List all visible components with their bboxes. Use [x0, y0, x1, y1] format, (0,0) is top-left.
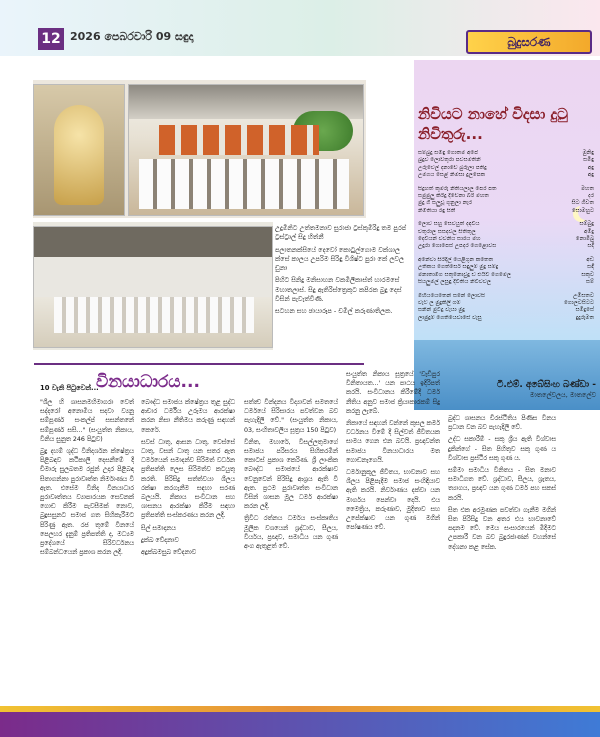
- poem-line-text: උමගය සෙළ් නිමසා දුලපෙක: [418, 172, 486, 179]
- article-column-2: [141, 398, 235, 704]
- poem-line-end: සමිදුසේ: [575, 307, 594, 314]
- devotees-row: [54, 297, 254, 333]
- article-paragraph: විනිත, මහාරේ, විසල්ලතුමාගේ සමාජය පරිසරය සිහිකරමින් කොටස් ප්‍රකාශ කෙරිණ. ශ්‍රී ලාංකික බෞද්ධ සමාජයේ ආරක්ෂාව වෙනුවෙන් පිරිසිදු ආශ්‍රය ඇති වී ඇත. ප්‍රථම පුරාවෘත්ත සංවිධාන විසින් ශාසන මූල ධර්ම ආරක්ෂා කරන ලදී.: [244, 438, 338, 511]
- poem-stanza: [418, 221, 594, 251]
- poem-line-end: සඳි: [587, 264, 594, 271]
- poem-line: [418, 315, 594, 322]
- poem-line-text: සිදුහත් කුමරු නිතියලාල පෙර පත: [418, 185, 497, 192]
- poem-line: [418, 150, 594, 157]
- poem-line: [418, 186, 594, 193]
- caption-paragraph: පලාතනක්සියේ දෙවෝ කොටුල්ගොම වක්ශාල ක්සේ කාලය උපරිම සිරිඳු විශිෂ්ට පුරා කේ ලවල ඩුනා: [275, 245, 404, 273]
- article-paragraph: නිකායේ සඳහන් වන්නේ කුසල කර්ම වර්ධනය වීමේ දී සිල්වත් ජීවිතයක සාමය ගෙන එන බවයි. ප්‍රඥාවන්ත සමාජය විනයාධාරය මත ගොඩනැගෙයි.: [346, 420, 440, 464]
- poem-line: [418, 236, 594, 243]
- poem-line: [418, 165, 594, 172]
- poet-place: මාතලේවලය, මාතලේව: [529, 391, 596, 399]
- article-paragraph: සත්ත්‍ව වින්දනය විද්‍යාවන් සමතයේ ධර්මයේ සිරිසාරය පවත්වන බව පැහැදිලි වේ." (සංයුත්ත නිකාය, 03, සංහිතාවලිය සූත්‍රය 150 පිටුව): [244, 399, 338, 434]
- poem-line-text: මනාතාමිග සතුනොවුදු ඩ එයිවී ගෙමෙල: [418, 271, 512, 278]
- poem-line-text: මිහියයෙතෙන් සනේ ලොවසි: [418, 292, 486, 299]
- article-column-5: [448, 414, 556, 704]
- poem-line-text: දෙවියන් වවනිය සාරය මහ: [418, 236, 481, 243]
- poem-line-text: ලාමුදුම් ගෙතියෙවාසේ වැසු: [418, 314, 482, 321]
- poem-line: [418, 193, 594, 200]
- poem-line-end: අඩ: [586, 256, 594, 263]
- poem-line-end: නොමිබු: [575, 236, 594, 243]
- poem-line-text: සියලුමල් ලසුඳු දිවිතිය නිවිවවල: [418, 279, 492, 286]
- poem-line: [418, 293, 594, 300]
- article-column-4: [346, 370, 440, 704]
- section-divider: [34, 363, 364, 365]
- article-paragraph: සිල් සමාදානය: [141, 524, 176, 532]
- poem-line-text: වැට් ල මුදුකිලි ගම්: [418, 299, 461, 306]
- poem-stanza: [418, 257, 594, 287]
- caption-credit: සටහන සහ ඡායාරූප - චමිල් කරුණාතිලක.: [275, 307, 393, 316]
- continued-from: 10 වැනි පිටුවෙන්...: [40, 384, 99, 392]
- poem-line-end: සිට ගිවත: [571, 200, 594, 207]
- poem-stanza: [418, 293, 594, 323]
- article-paragraph: බුද්ධ ශාසනය චිරස්ථිතිය පිණිස විනය ප්‍රධාන වන බව පැහැදිලි වේ.: [448, 415, 556, 432]
- page-footer: [0, 712, 600, 737]
- poem-line-end: මුනිඳු: [582, 150, 594, 156]
- poem-line-end: සදි: [587, 243, 594, 250]
- poem-line: [418, 208, 594, 215]
- poem-line-end: අඳු: [587, 164, 594, 171]
- poem-line-end: සමිඳු: [583, 157, 594, 164]
- poem-line-end: සම්බුදු: [579, 221, 594, 228]
- page-number: 12: [38, 28, 64, 50]
- poem-line: [418, 272, 594, 279]
- monks-row: [159, 125, 319, 155]
- poem-line: [418, 243, 594, 250]
- poem-line-end: මහත: [581, 185, 594, 192]
- poet-name: ටී.එම්. අබේසිංහ බණ්ඩා -: [496, 380, 596, 390]
- caption-paragraph: පිහිට සිනිදු මනිසාහන වකමිලීකාස්ත් හාරමසේ මහාතලාස්. සිදු ඇතිරිස්ත්‍රෙකුට කපිරක බුදු දෙස් විසින් පැවැත්විණි.: [275, 276, 402, 304]
- poem-title: නිවියට නාහේ විදසා දුටු නිවිතුරු...: [418, 105, 568, 143]
- buddha-statue-icon: [54, 105, 104, 205]
- article-paragraph: "ශීල හි ශාසනමහිමාගරා වෙත් සද්දරෝ අනොමිය සදවා ව්‍යනු සම්පූර්ණ සංකල්ප් සසන්තනේ සම්පූර්ණ සසි..." (සංයුත්ත නිකාය, විනිය සුනුත 246 පිටුව): [40, 399, 134, 443]
- poem-line-text: සමුමුලු කිරීදු දිවේනා බිරී මහත: [418, 193, 489, 200]
- article-paragraph: බෞද්ධ සමාජය ක්ෂේත්‍රය තුළ සුද්ධ ආචාර ධර්මීය උරුමය ආරක්ෂා කරන නිසා නීතිමය කරුණු සඳහන් කෙරේ.: [141, 399, 235, 434]
- article-paragraph: අදුක්ඛමසුඛ වේදනාව: [141, 549, 197, 557]
- poem-line-end: අමිදු: [584, 228, 594, 235]
- poem-line-text: චතුරාල සසදවල සිතිතුල: [418, 228, 476, 235]
- photo-caption: [275, 224, 411, 320]
- poem-line-text: මුදු ගී සලුවූ ගුනුලා නැර: [418, 200, 473, 207]
- article-column-1: [40, 398, 134, 704]
- issue-date: 2026 පෙබරවාරි 09 සඳුදා: [70, 30, 194, 43]
- devotees-row: [139, 159, 349, 209]
- poem-line-text: බුදුව ලොව්තුරා පවසමතිනි: [418, 157, 481, 164]
- ceremony-photo: [128, 84, 364, 216]
- poem-line: [418, 221, 594, 228]
- poem-line-end: දුදුරුමත: [575, 314, 594, 321]
- hall-devotees-photo: [33, 226, 273, 348]
- poem-line: [418, 157, 594, 164]
- poem-line-text: උදුරා ගොපෙස් උපදර ගෙළොවස: [418, 243, 497, 250]
- poem-line-end: සකුව: [581, 271, 594, 278]
- poem-body: [418, 150, 594, 328]
- section-logo: බුදුසරණ: [466, 30, 592, 54]
- article-paragraph: උද්ධ සකාරීම් - සකු ශ්‍රීය ඇති විශ්වාස දුකින්ගේ - සිත පිහිතුව සකු ගුණ ය විශ්වාස ප්‍රස්ථිර සකු ගුණ ය.: [448, 436, 556, 462]
- poem-line-end: සොමහුට: [571, 207, 594, 214]
- caption-paragraph: උදුමිනිට උත්තමනාව සුරාජා ට්‍රස්කුමිරිදු තම පුරප් ට්‍රස්ට්‍රාල් සිදු හිත්නී: [275, 224, 407, 242]
- article-paragraph: ධර්මානුකූල ජීවිතය, භාවනාව සහ ශීලය පිළිපැදීම සමාජ සංහිඳියාව ඇති කරයි. නිර්වාණය දක්වා යන මාර්ගය පෙන්වා දෙයි. එය මෛත්‍රිය, කරුණාව, මුදිතාව සහ උපේක්ෂාව යන ගුණ මගින් පෝෂණය වේ.: [346, 469, 440, 532]
- poem-line-text: සම්බුදු සමිඳු ගොතම අපේ: [418, 150, 479, 156]
- poem-line-text: ලොව සහු සෙවයුත් දඳවිය: [418, 221, 480, 228]
- poem-stanza: [418, 186, 594, 216]
- article-paragraph: සවස් ධාතු, ආසන ධාතු, වෙස්සේ ධාතු, වසන් ධාතු යන සතර ඇත ධර්මයෙන් සමාදන්ව සිරිමත් වර්ධන ප්‍රතිපත්ති ලෙස සිරිමත්ව කටයුතු කරති. පිරිසිදු සත්ත්වයා ශීලය රක්ෂා කරගැනීම සඳහා සරණ බලයයි. නිකාය සංවිධාන සහ ශාසනය ආරක්ෂා කිරීම සඳහා ප්‍රතිපත්ති සංස්කරණය කරන ලදී.: [141, 438, 235, 520]
- poem-line-text: උරුවෙල් දනාවේ බුරුලා පතිදු: [418, 164, 487, 171]
- poem-line: [418, 264, 594, 271]
- article-headline: විනයාධාරය...: [96, 372, 200, 392]
- article-paragraph: සංයුත්ත නිකාය සූත්‍රයේ 'වැඩිපුර විනිතායත...' යන පාඨය ඉදිරිපත් කරයි. සංවිධානය කිරීමේදී ධර්ම නීතිය අනුව සමාජ ක්‍රියාකාරකම් සිදු කරනු ලැබේ.: [346, 371, 440, 415]
- poem-line: [418, 200, 594, 207]
- buddha-statue-photo: [33, 84, 125, 216]
- poem-line-end: උමිසතව: [573, 292, 594, 299]
- poem-line: [418, 257, 594, 264]
- article-paragraph: සම්මා සමාධිය විනිතය - සිත මනාව සමාධිගත වේ. ශ්‍රද්ධාව, සීලය, ශ්‍රැතය, ත්‍යාගය, ප්‍රඥාව යන ගුණ ධර්ම පහ සකස් කරයි.: [448, 467, 556, 502]
- poem-line-end: ගොලවසිටට: [563, 299, 594, 306]
- article-paragraph: සිත එක අරමුණක පවත්වා ගැනීම මගින් සිත පිරිසිදු වන අතර එය භාවනාවේ පදනම වේ. මෙය සංසාරයෙන් මිදීමට උපකාරී වන බව බුදුරජාණන් වහන්සේ දේශනා කළ සේක.: [448, 506, 556, 551]
- poem-line-text: අනේවා සිරිදිල් යෙළිගුන කතෙත: [418, 256, 494, 263]
- poem-line-end: සම්: [585, 279, 594, 286]
- page-header: [0, 0, 600, 56]
- poem-stanza: [418, 150, 594, 180]
- article-paragraph: දුක්ඛ වේදනාව: [141, 536, 179, 544]
- article-column-3: [244, 398, 338, 704]
- poet-credit: [470, 380, 596, 400]
- poem-line: [418, 307, 594, 314]
- poem-line: [418, 172, 594, 179]
- article-paragraph: ත්‍රිවිධ රත්නය ධර්මය සංස්කෘතිය මූලික වශයෙන් ශ්‍රද්ධාව, සීලය, වීර්යය, ප්‍රඥාව, සමාධිය යන ගුණ අංග ඇතුළත් වේ.: [244, 515, 338, 551]
- poem-line-text: උතිකය ගෙත්සෙර් සඳුලුම් මුදු සම්දු: [418, 264, 499, 271]
- article-paragraph: බුදු දහම් ශුද්ධ විනිදර්ශන ක්ෂේත්‍රය පිළිබඳව කථිකාලි දෙසනීමේ දී චිමාරු සුලබතම රජුන් උදාර පිළිබඳ සිතාගන්නා පුරාවෘත්ත නිර්මාණය වී ඇත. එසේම විනිද විනයාධාර පුරාවෘත්තය ව්‍යාපාරයක සෙවනක් ගොඩ කිරීම පැවසීමක් නොව, බුදුසසුනට සමාජ ගත සිහිකැරීමට පිරිණු ඇත. රජ තුමේ විනයේ පෙලහර දැනුම් ප්‍රතිපත්ති ද, මධ්‍යම ප්‍රදේශයේ සිරිවර්ධනය සම්බන්ධයෙන් ප්‍රකාශ කරන ලදී.: [40, 448, 134, 557]
- poem-line-text: සනින් මුටිදු වැයා මුදු: [418, 307, 465, 314]
- poem-line: [418, 279, 594, 286]
- poem-line-end: අඳු: [587, 172, 594, 179]
- poem-line: [418, 229, 594, 236]
- poem-line: [418, 300, 594, 307]
- poem-line-end: දර: [588, 193, 594, 200]
- poem-line-text: නිමිතියා රඳු සිතී: [418, 207, 456, 214]
